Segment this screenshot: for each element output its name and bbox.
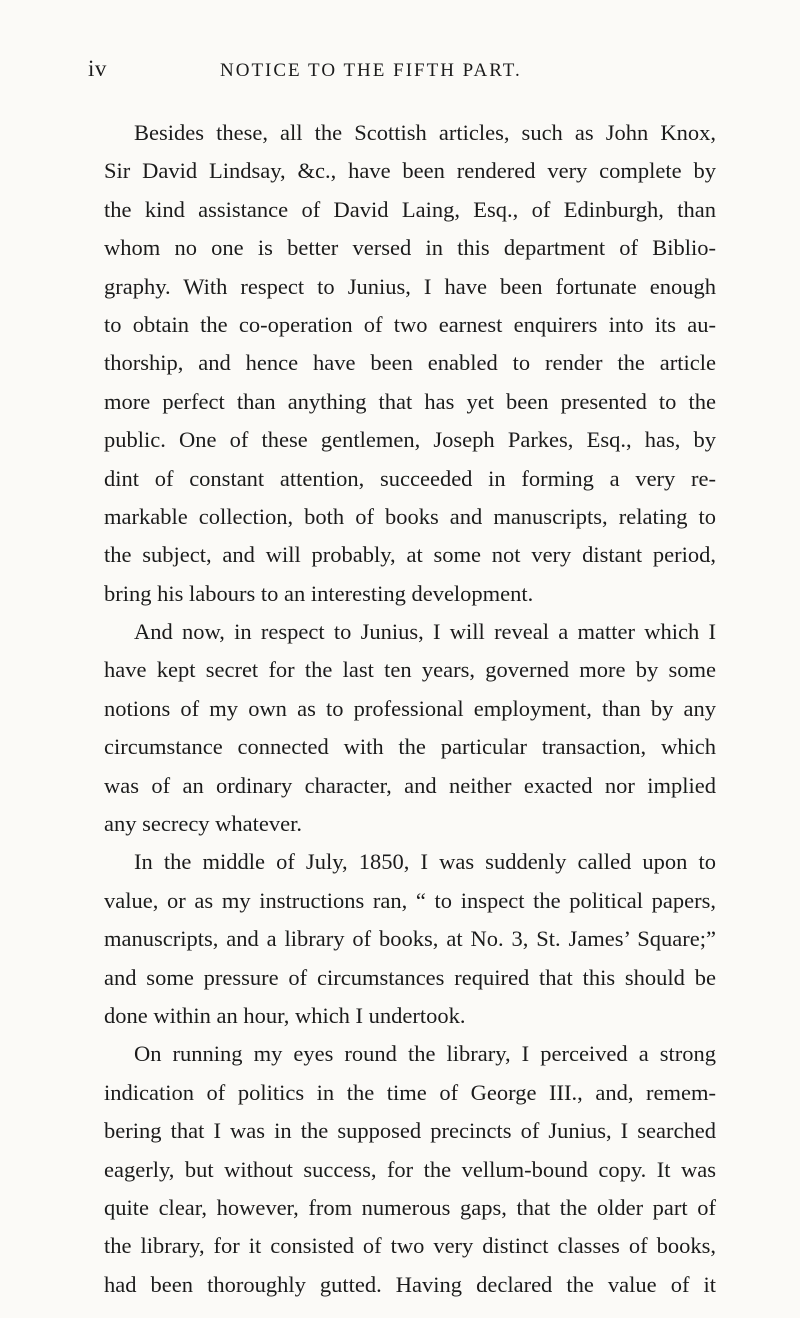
body-text (104, 114, 716, 1304)
text-line: the kind assistance of David Laing, Esq., of Edinburgh, than (104, 196, 716, 222)
page-header (88, 56, 708, 86)
text-line: the subject, and will probably, at some not very distant period, (104, 542, 716, 568)
text-line: and some pressure of circumstances required that this should be (104, 964, 716, 990)
text-line: In the middle of July, 1850, I was suddenly called upon to (134, 849, 716, 875)
text-line: to obtain the co-operation of two earnest enquirers into its au- (104, 311, 716, 337)
text-line: graphy. With respect to Junius, I have been fortunate enough (104, 273, 716, 299)
text-line: bring his labours to an interesting development. (104, 580, 534, 606)
text-line: On running my eyes round the library, I perceived a strong (134, 1041, 716, 1067)
text-line: Sir David Lindsay, &c., have been rendered very complete by (104, 158, 716, 184)
text-line: any secrecy whatever. (104, 811, 303, 837)
text-line: was of an ordinary character, and neither exacted nor implied (104, 772, 716, 798)
text-line: have kept secret for the last ten years, governed more by some (104, 657, 716, 683)
text-line: markable collection, both of books and manuscripts, relating to (104, 503, 716, 529)
text-line: done within an hour, which I undertook. (104, 1002, 466, 1028)
text-line: value, or as my instructions ran, “ to inspect the political papers, (104, 887, 716, 913)
running-head: NOTICE TO THE FIFTH PART. (220, 60, 522, 81)
text-line: indication of politics in the time of George III., and, remem- (104, 1079, 716, 1105)
page-number: iv (88, 56, 107, 81)
text-line: thorship, and hence have been enabled to render the article (104, 350, 716, 376)
text-line: the library, for it consisted of two very distinct classes of books, (104, 1233, 716, 1259)
text-line: had been thoroughly gutted. Having declared the value of it (104, 1271, 716, 1297)
text-line: circumstance connected with the particular transaction, which (104, 734, 716, 760)
text-line: eagerly, but without success, for the vellum-bound copy. It was (104, 1156, 716, 1182)
text-line: Besides these, all the Scottish articles, such as John Knox, (134, 120, 716, 145)
text-line: dint of constant attention, succeeded in forming a very re- (104, 465, 716, 491)
text-line: more perfect than anything that has yet been presented to the (104, 388, 716, 414)
text-line: notions of my own as to professional employment, than by any (104, 695, 716, 721)
text-line: public. One of these gentlemen, Joseph Parkes, Esq., has, by (104, 427, 716, 453)
text-line: whom no one is better versed in this department of Biblio- (104, 235, 716, 261)
text-line: quite clear, however, from numerous gaps, that the older part of (104, 1194, 716, 1220)
text-line: And now, in respect to Junius, I will reveal a matter which I (134, 619, 716, 645)
text-line: manuscripts, and a library of books, at No. 3, St. James’ Square;” (104, 926, 716, 952)
text-line: bering that I was in the supposed precincts of Junius, I searched (104, 1118, 716, 1144)
